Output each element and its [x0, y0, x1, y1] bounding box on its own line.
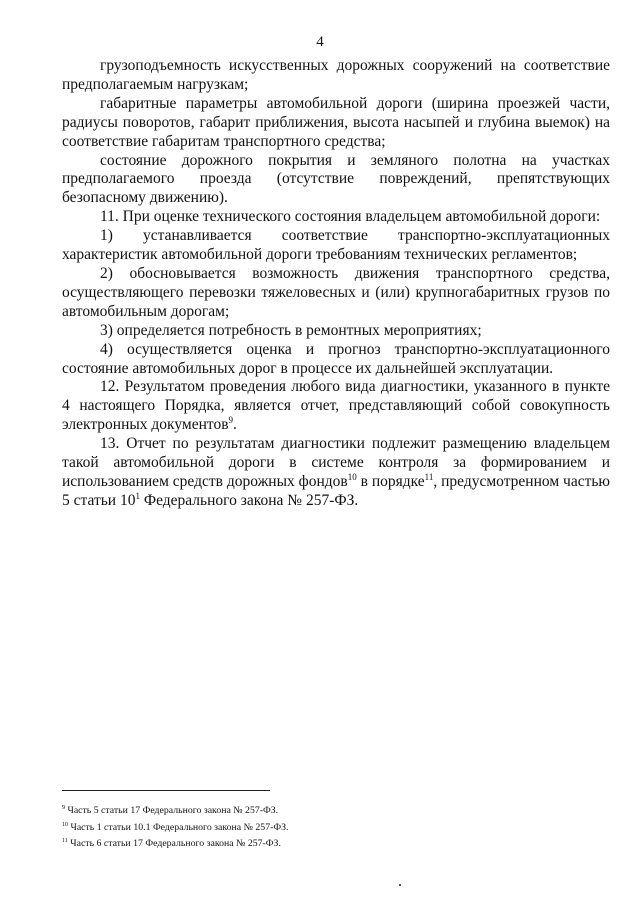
footnote-text: Часть 5 статьи 17 Федерального закона № 257-ФЗ.	[65, 805, 279, 816]
footnote	[62, 803, 610, 820]
paragraph	[62, 227, 610, 265]
paragraph-text: грузоподъемность искусственных дорожных сооружений на соответствие предполагаемым нагрузкам;	[62, 57, 610, 93]
paragraph	[62, 378, 610, 435]
page-number: 4	[316, 34, 324, 50]
paragraph	[62, 152, 610, 209]
footnote	[62, 820, 610, 837]
paragraph	[62, 95, 610, 152]
footnote-ref: 11	[424, 471, 434, 482]
footnotes	[62, 803, 610, 853]
paragraph-text: Федерального закона № 257-ФЗ.	[139, 491, 359, 509]
paragraph-text: , предусмотренном частью 5 статьи 10	[62, 472, 611, 509]
paragraph-text: 11. При оценке технического состояния владельцем автомобильной дороги:	[100, 208, 601, 226]
footnote-ref: 10	[347, 471, 357, 482]
paragraph	[62, 208, 610, 227]
footnote-text: Часть 1 статьи 10.1 Федерального закона № 257-ФЗ.	[68, 821, 289, 833]
footnote-text: Часть 6 статьи 17 Федерального закона № 257-ФЗ.	[67, 838, 281, 849]
footnote-number: 9	[62, 805, 65, 811]
article-superscript: 1	[135, 490, 140, 501]
footnote-separator	[62, 790, 270, 791]
paragraph	[62, 341, 610, 379]
paragraph-text: 4) осуществляется оценка и прогноз транспортно-эксплуатационного состояние автомобильных дорог в процессе их дальнейшей эксплуатации.	[62, 340, 610, 377]
paragraph-text: 3) определяется потребность в ремонтных мероприятиях;	[100, 321, 482, 339]
paragraph	[62, 322, 610, 341]
paragraph	[62, 435, 610, 511]
scan-speck	[399, 884, 401, 886]
paragraph-text: 13. Отчет по результатам диагностики подлежит размещению владельцем такой автомобильной дороги в системе контроля за формированием и использованием средств дорожных фондов	[62, 435, 610, 490]
paragraph-text: в порядке	[356, 472, 425, 490]
paragraph-text: 12. Результатом проведения любого вида диагностики, указанного в пункте 4 настоящего Порядка, является отчет, представляющий собой совокупность электронных документов	[62, 378, 610, 434]
paragraph-text: 2) обосновывается возможность движения транспортного средства, осуществляющего перевозки тяжеловесных и (или) крупногабаритных грузов по автомобильным дорогам;	[62, 264, 610, 320]
footnote-ref: 9	[228, 415, 234, 426]
paragraph-text: состояние дорожного покрытия и земляного полотна на участках предполагаемого проезда (отсутствие повреждений, препятствующих безопасному движению).	[62, 151, 610, 207]
paragraph-text: габаритные параметры автомобильной дороги (ширина проезжей части, радиусы поворотов, габарит приближения, высота насыпей и глубина выемок) на соответствие габаритам транспортного средства;	[62, 94, 610, 150]
paragraph-text: 1) устанавливается соответствие транспортно-эксплуатационных характеристик автомобильной дороги требованиям технических регламентов;	[62, 227, 610, 264]
footnote-number: 11	[62, 838, 68, 844]
paragraph-tail: .	[233, 416, 237, 434]
document-body	[62, 57, 610, 511]
footnote-number: 10	[62, 821, 68, 828]
footnote	[62, 836, 610, 853]
paragraph	[62, 265, 610, 322]
paragraph	[62, 57, 610, 95]
